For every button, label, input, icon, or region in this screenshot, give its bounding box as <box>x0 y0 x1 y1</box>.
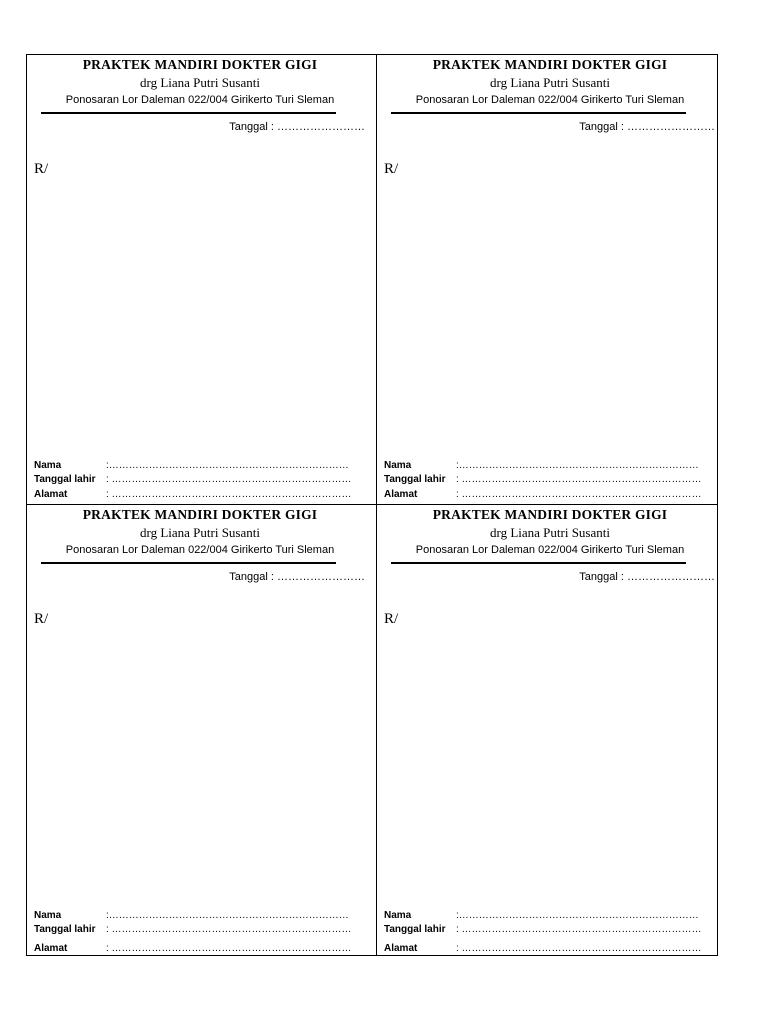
prescription-card <box>377 505 723 953</box>
patient-address-label: Alamat <box>384 489 418 500</box>
patient-name-label: Nama <box>384 460 412 471</box>
patient-address-label: Alamat <box>34 943 68 954</box>
prescription-card <box>27 505 373 953</box>
patient-address-line: : ……………………………………………………………… <box>106 489 352 500</box>
patient-address-row <box>34 943 352 954</box>
patient-birthdate-label: Tanggal lahir <box>34 474 96 485</box>
prescription-card <box>377 55 723 503</box>
doctor-name: drg Liana Putri Susanti <box>139 525 260 540</box>
patient-address-line: : ……………………………………………………………… <box>106 943 352 954</box>
rx-symbol: R/ <box>384 611 399 627</box>
date-field: Tanggal : …………………… <box>229 121 365 133</box>
patient-birthdate-label: Tanggal lahir <box>384 924 446 935</box>
practice-title: PRAKTEK MANDIRI DOKTER GIGI <box>82 57 318 72</box>
patient-name-line: :……………………………………………………………… <box>106 910 349 921</box>
practice-title: PRAKTEK MANDIRI DOKTER GIGI <box>432 57 668 72</box>
practice-address: Ponosaran Lor Daleman 022/004 Girikerto Turi Sleman <box>415 94 685 106</box>
patient-address-line: : ……………………………………………………………… <box>456 943 702 954</box>
header-underline <box>41 562 336 564</box>
practice-address: Ponosaran Lor Daleman 022/004 Girikerto Turi Sleman <box>65 544 335 556</box>
patient-birthdate-line: : ……………………………………………………………… <box>106 924 352 935</box>
patient-name-line: :……………………………………………………………… <box>106 460 349 471</box>
header-underline <box>391 112 686 114</box>
practice-address: Ponosaran Lor Daleman 022/004 Girikerto Turi Sleman <box>415 544 685 556</box>
patient-birthdate-line: : ……………………………………………………………… <box>106 474 352 485</box>
patient-name-row <box>384 460 699 471</box>
rx-symbol: R/ <box>34 161 49 177</box>
patient-name-row <box>34 910 349 921</box>
patient-birthdate-row <box>34 474 352 485</box>
header-underline <box>41 112 336 114</box>
rx-symbol: R/ <box>34 611 49 627</box>
prescription-sheet <box>26 54 718 956</box>
doctor-name: drg Liana Putri Susanti <box>139 75 260 90</box>
patient-address-row <box>384 943 702 954</box>
patient-address-line: : ……………………………………………………………… <box>456 489 702 500</box>
patient-name-label: Nama <box>34 460 62 471</box>
rx-symbol: R/ <box>384 161 399 177</box>
patient-birthdate-line: : ……………………………………………………………… <box>456 924 702 935</box>
header-underline <box>391 562 686 564</box>
practice-title: PRAKTEK MANDIRI DOKTER GIGI <box>432 507 668 522</box>
patient-birthdate-label: Tanggal lahir <box>384 474 446 485</box>
practice-title: PRAKTEK MANDIRI DOKTER GIGI <box>82 507 318 522</box>
patient-name-label: Nama <box>384 910 412 921</box>
date-field: Tanggal : …………………… <box>229 571 365 583</box>
patient-birthdate-line: : ……………………………………………………………… <box>456 474 702 485</box>
patient-name-line: :……………………………………………………………… <box>456 910 699 921</box>
patient-birthdate-row <box>34 924 352 935</box>
doctor-name: drg Liana Putri Susanti <box>489 75 610 90</box>
patient-birthdate-row <box>384 474 702 485</box>
patient-address-row <box>384 489 702 500</box>
patient-address-label: Alamat <box>384 943 418 954</box>
patient-name-line: :……………………………………………………………… <box>456 460 699 471</box>
date-field: Tanggal : …………………… <box>579 571 715 583</box>
date-field: Tanggal : …………………… <box>579 121 715 133</box>
patient-name-row <box>34 460 349 471</box>
patient-birthdate-row <box>384 924 702 935</box>
prescription-card <box>27 55 373 503</box>
patient-birthdate-label: Tanggal lahir <box>34 924 96 935</box>
patient-name-label: Nama <box>34 910 62 921</box>
patient-name-row <box>384 910 699 921</box>
practice-address: Ponosaran Lor Daleman 022/004 Girikerto Turi Sleman <box>65 94 335 106</box>
patient-address-label: Alamat <box>34 489 68 500</box>
patient-address-row <box>34 489 352 500</box>
doctor-name: drg Liana Putri Susanti <box>489 525 610 540</box>
